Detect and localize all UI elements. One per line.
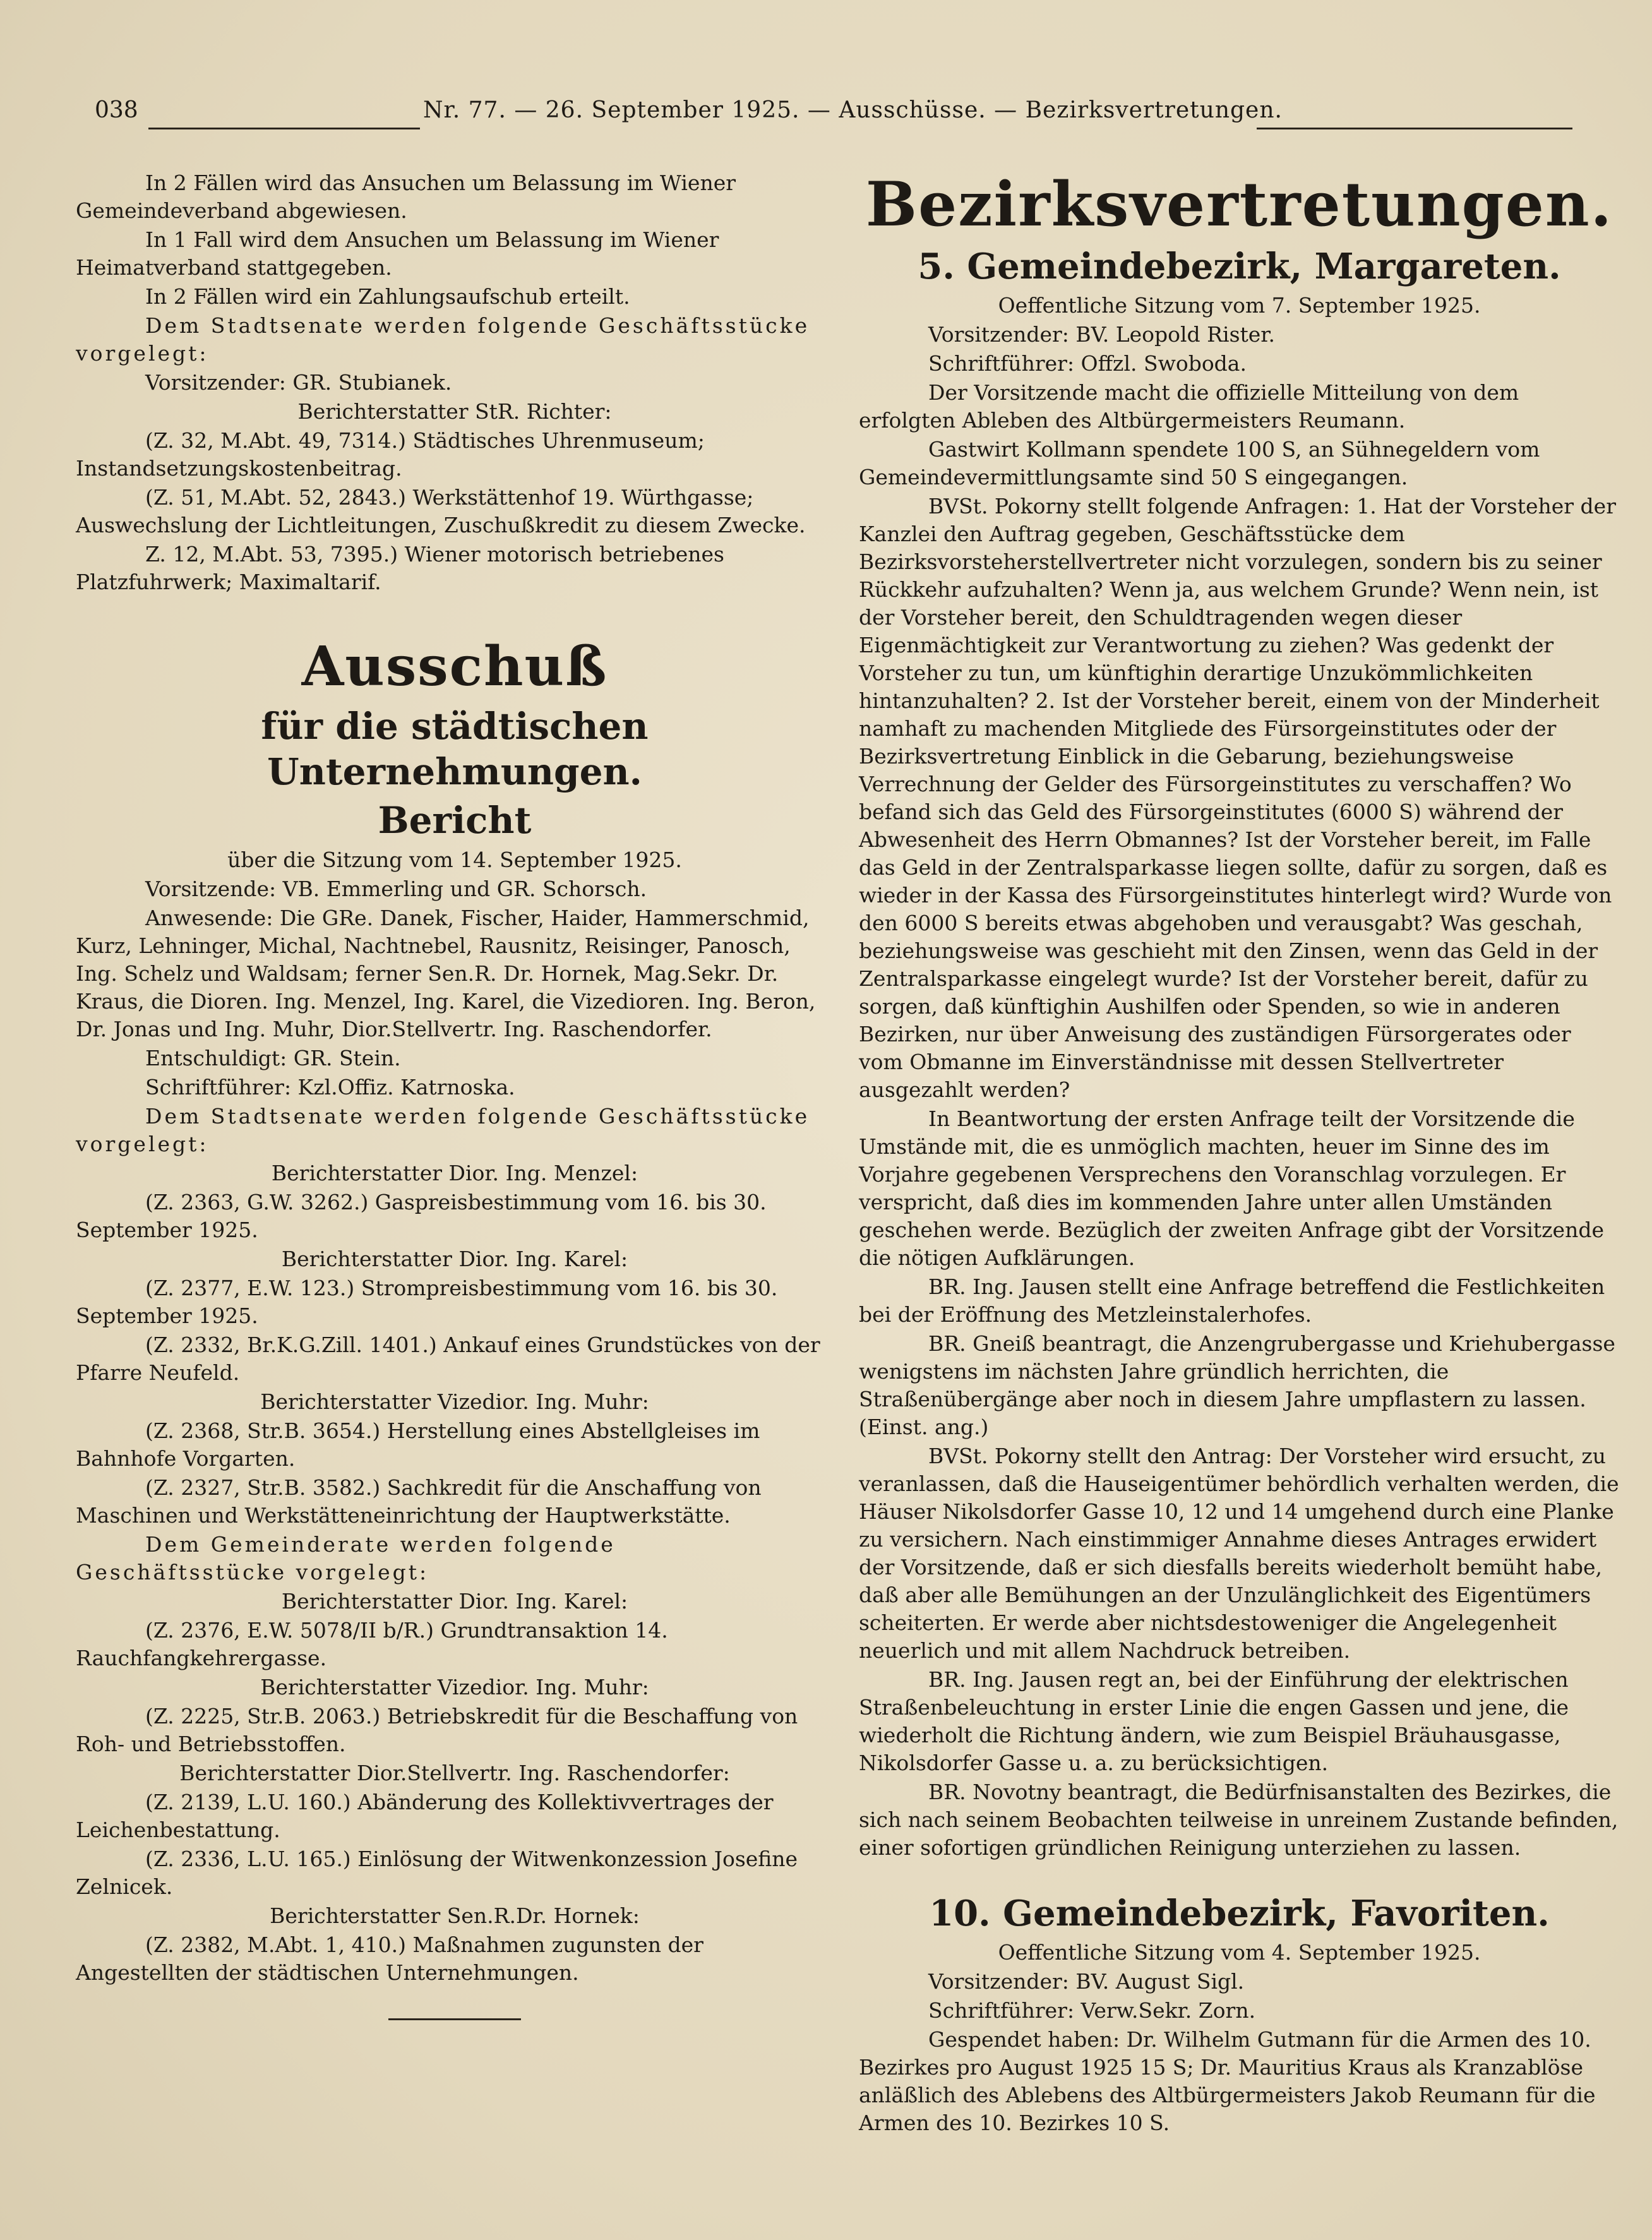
reporter-line: Berichterstatter Vizedior. Ing. Muhr: [260, 1675, 649, 1699]
paragraph: In 2 Fällen wird ein Zahlungsaufschub erteilt. [145, 284, 630, 309]
meeting-line: über die Sitzung vom 14. September 1925. [227, 847, 682, 872]
paragraph: Dem Gemeinderate werden folgende Geschäftsstücke vorgelegt: [76, 1532, 616, 1584]
agenda-item: (Z. 2382, M.Abt. 1, 410.) Maßnahmen zugunsten der Angestellten der städtischen Unternehmungen. [76, 1932, 703, 1985]
reporter-line: Berichterstatter Vizedior. Ing. Muhr: [260, 1389, 649, 1414]
paragraph: In Beantwortung der ersten Anfrage teilt der Vorsitzende die Umstände mit, die es unmöglich machten, heuer im Sinne des im Vorjahre gegebenen Versprechens den Voranschlag vorzulegen. Er verspricht, daß dies im kommenden Jahre unter allen Umständen geschehen werde. Bezüglich der zweiten Anfrage gibt der Vorsitzende die nötigen Aufklärungen. [859, 1106, 1604, 1270]
header-rule-right [1257, 128, 1572, 129]
agenda-item: (Z. 2327, Str.B. 3582.) Sachkredit für die Anschaffung von Maschinen und Werkstätteneinrichtung der Hauptwerkstätte. [76, 1475, 762, 1528]
agenda-item: (Z. 2225, Str.B. 2063.) Betriebskredit für die Beschaffung von Roh- und Betriebsstoffen. [76, 1704, 798, 1756]
header-rule-left [148, 128, 420, 129]
left-column [76, 169, 834, 2020]
right-column [859, 169, 1620, 2138]
paragraph: BVSt. Pokorny stellt den Antrag: Der Vorsteher wird ersucht, zu veranlassen, daß die Hauseigentümer behördlich verhalten werden, die Häuser Nikolsdorfer Gasse 10, 12 und 14 umgehend durch eine Planke zu versichern. Nach einstimmiger Annahme dieses Antrages erwidert der Vorsitzende, daß er sich diesfalls bereits wiederholt bemüht habe, daß aber alle Bemühungen an der Unzulänglichkeit des Eigentümers scheiterten. Er werde aber nichtsdestoweniger die Angelegenheit neuerlich und mit allem Nachdruck betreiben. [859, 1444, 1619, 1663]
district-5-title: 5. Gemeindebezirk, Margareten. [918, 246, 1561, 287]
page-header [95, 95, 1572, 133]
reporter-line: Berichterstatter Sen.R.Dr. Hornek: [270, 1903, 640, 1928]
chair-line: Vorsitzender: GR. Stubianek. [145, 370, 452, 395]
report-heading: Bericht [378, 799, 532, 842]
secretary-line: Schriftführer: Verw.Sekr. Zorn. [928, 1998, 1256, 2023]
chair-line: Vorsitzender: BV. August Sigl. [928, 1969, 1245, 1994]
agenda-item: (Z. 2139, L.U. 160.) Abänderung des Kollektivvertrages der Leichenbestattung. [76, 1790, 774, 1842]
paragraph: In 2 Fällen wird das Ansuchen um Belassung im Wiener Gemeindeverband abgewiesen. [76, 171, 736, 223]
paragraph: Gastwirt Kollmann spendete 100 S, an Sühnegeldern vom Gemeindevermittlungsamte sind 50 S eingegangen. [859, 437, 1540, 489]
page-number: 038 [95, 97, 138, 123]
paragraph: BR. Ing. Jausen stellt eine Anfrage betreffend die Festlichkeiten bei der Eröffnung des Metzleinstalerhofes. [859, 1274, 1605, 1327]
agenda-item: (Z. 2363, G.W. 3262.) Gaspreisbestimmung vom 16. bis 30. September 1925. [76, 1190, 767, 1242]
agenda-item: (Z. 2332, Br.K.G.Zill. 1401.) Ankauf eines Grundstückes von der Pfarre Neufeld. [76, 1333, 820, 1385]
meeting-line: Oeffentliche Sitzung vom 7. September 1925. [998, 293, 1481, 318]
header-text: Nr. 77. — 26. September 1925. — Ausschüsse. — Bezirksvertretungen. [423, 97, 1283, 123]
attendance-paragraph: Anwesende: Die GRe. Danek, Fischer, Haider, Hammerschmid, Kurz, Lehninger, Michal, Nachtnebel, Rausnitz, Reisinger, Panosch, Ing. Schelz und Waldsam; ferner Sen.R. Dr. Hornek, Mag.Sekr. Dr. Kraus, die Dioren. Ing. Menzel, Ing. Karel, die Vizedioren. Ing. Beron, Dr. Jonas und Ing. Muhr, Dior.Stellvertr. Ing. Raschendorfer. [76, 906, 816, 1041]
agenda-item: (Z. 2376, E.W. 5078/II b/R.) Grundtransaktion 14. Rauchfangkehrergasse. [76, 1618, 668, 1670]
agenda-item: (Z. 32, M.Abt. 49, 7314.) Städtisches Uhrenmuseum; Instandsetzungskostenbeitrag. [76, 428, 705, 481]
reporter-line: Berichterstatter Dior. Ing. Karel: [281, 1247, 628, 1271]
agenda-item: Z. 12, M.Abt. 53, 7395.) Wiener motorisch betriebenes Platzfuhrwerk; Maximaltarif. [76, 542, 724, 594]
paragraph: In 1 Fall wird dem Ansuchen um Belassung im Wiener Heimatverband stattgegeben. [76, 227, 719, 280]
chair-line: Vorsitzende: VB. Emmerling und GR. Schorsch. [145, 877, 647, 901]
agenda-item: (Z. 51, M.Abt. 52, 2843.) Werkstättenhof 19. Würthgasse; Auswechslung der Lichtleitungen, Zuschußkredit zu diesem Zwecke. [76, 485, 806, 537]
paragraph: Gespendet haben: Dr. Wilhelm Gutmann für die Armen des 10. Bezirkes pro August 1925 15 S; Dr. Mauritius Kraus als Kranzablöse anläßlich des Ablebens des Altbürgermeisters Jakob Reumann für die Armen des 10. Bezirkes 10 S. [859, 2027, 1596, 2135]
reporter-line: Berichterstatter Dior. Ing. Karel: [281, 1589, 628, 1614]
district-10-title: 10. Gemeindebezirk, Favoriten. [929, 1893, 1550, 1934]
committee-subtitle: für die städtischen Unternehmungen. [261, 705, 649, 793]
reporter-line: Berichterstatter Dior.Stellvertr. Ing. Raschendorfer: [179, 1761, 730, 1785]
agenda-item: (Z. 2377, E.W. 123.) Strompreisbestimmung vom 16. bis 30. September 1925. [76, 1276, 778, 1328]
committee-title: Ausschuß [301, 635, 608, 698]
paragraph: BR. Gneiß beantragt, die Anzengrubergasse und Kriehubergasse wenigstens im nächsten Jahre gründlich herrichten, die Straßenübergänge aber noch in diesem Jahre umpflastern zu lassen. (Einst. ang.) [859, 1331, 1615, 1439]
chair-line: Vorsitzender: BV. Leopold Rister. [928, 322, 1275, 347]
paragraph: BVSt. Pokorny stellt folgende Anfragen: 1. Hat der Vorsteher der Kanzlei den Auftrag gegeben, Geschäftsstücke dem Bezirksvorsteherstellvertreter nicht vorzulegen, sondern bis zu seiner Rückkehr aufzuhalten? Wenn ja, aus welchem Grunde? Wenn nein, ist der Vorsteher bereit, den Schuldtragenden wegen dieser Eigenmächtigkeit zur Verantwortung zu ziehen? Was gedenkt der Vorsteher zu tun, um künftighin derartige Unzukömmlichkeiten hintanzuhalten? 2. Ist der Vorsteher bereit, einem von der Minderheit namhaft zu machenden Mitgliede des Fürsorgeinstitutes oder der Bezirksvertretung Einblick in die Gebarung, beziehungsweise Verrechnung der Gelder des Fürsorgeinstitutes zu verschaffen? Wo befand sich das Geld des Fürsorgeinstitutes (6000 S) während der Abwesenheit des Herrn Obmannes? Ist der Vorsteher bereit, im Falle das Geld in der Zentralsparkasse liegen sollte, dafür zu sorgen, daß es wieder in der Kassa des Fürsorgeinstitutes hinterlegt wird? Wurde von den 6000 S bereits etwas abgehoben und verausgabt? Was geschah, beziehungsweise was geschieht mit den Zinsen, wenn das Geld in der Zentralsparkasse eingelegt wurde? Ist der Vorsteher bereit, dafür zu sorgen, daß künftighin Aushilfen oder Spenden, so wie in anderen Bezirken, nur über Anweisung des zuständigen Fürsorgerates oder vom Obmanne im Einverständnisse mit dessen Stellvertreter ausgezahlt werden? [859, 494, 1616, 1102]
secretary-line: Schriftführer: Offzl. Swoboda. [928, 351, 1247, 376]
paragraph: BR. Ing. Jausen regt an, bei der Einführung der elektrischen Straßenbeleuchtung in erster Linie die engen Gassen und jene, die wiederholt die Richtung ändern, wie zum Beispiel Bräuhausgasse, Nikolsdorfer Gasse u. a. zu berücksichtigen. [859, 1667, 1569, 1775]
paragraph: Der Vorsitzende macht die offizielle Mitteilung von dem erfolgten Ableben des Altbürgermeisters Reumann. [859, 380, 1519, 433]
reporter-line: Berichterstatter StR. Richter: [297, 399, 612, 424]
agenda-item: (Z. 2368, Str.B. 3654.) Herstellung eines Abstellgleises im Bahnhofe Vorgarten. [76, 1418, 760, 1471]
agenda-item: (Z. 2336, L.U. 165.) Einlösung der Witwenkonzession Josefine Zelnicek. [76, 1847, 798, 1899]
paragraph: BR. Novotny beantragt, die Bedürfnisanstalten des Bezirkes, die sich nach seinem Beobachten teilweise in unreinem Zustande befinden, einer sofortigen gründlichen Reinigung unterziehen zu lassen. [859, 1780, 1619, 1860]
spacer [859, 1863, 1620, 1891]
excused-line: Entschuldigt: GR. Stein. [145, 1046, 401, 1070]
paragraph: Dem Stadtsenate werden folgende Geschäftsstücke vorgelegt: [76, 313, 810, 366]
section-title: Bezirksvertretungen. [865, 169, 1613, 240]
reporter-line: Berichterstatter Dior. Ing. Menzel: [271, 1161, 638, 1185]
secretary-line: Schriftführer: Kzl.Offiz. Katrnoska. [145, 1075, 515, 1099]
section-end-rule [388, 2018, 521, 2020]
meeting-line: Oeffentliche Sitzung vom 4. September 1925. [998, 1940, 1481, 1965]
paragraph: Dem Stadtsenate werden folgende Geschäftsstücke vorgelegt: [76, 1104, 810, 1156]
